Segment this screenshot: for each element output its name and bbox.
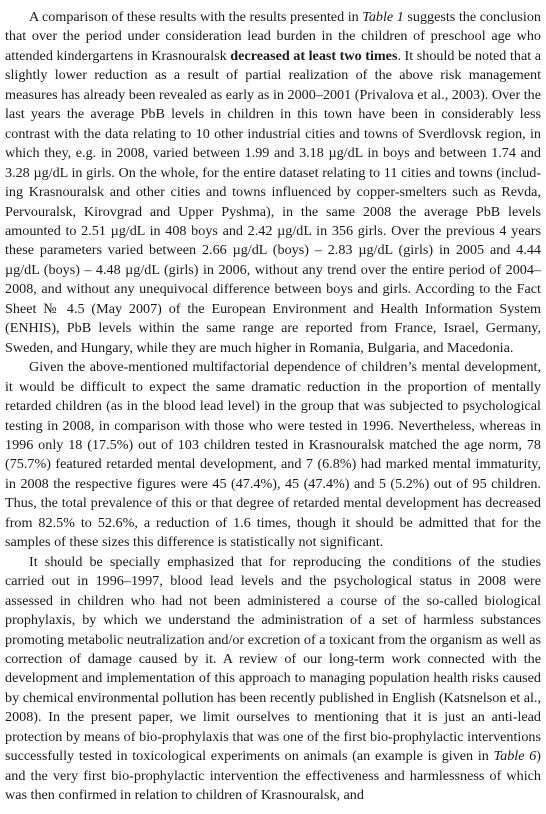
paragraph-text-segment: Given the above-mentioned multifactorial dependence of children’s mental development, it would be difficult to expect the same dramatic reduction in the proportion of mentally retarded children (as in the blood lead level) in the group that was subjected to psychological testing in 2008, in comparison with those who were tested in 1996. Nevertheless, whereas in 1996 only 18 (17.5%) out of 103 children tested in Krasnouralsk matched the age norm, 78 (75.7%) featured retarded mental development, and 7 (6.8%) had marked mental immaturity, in 2008 the respective figures were 45 (47.4%), 45 (47.4%) and 5 (5.2%) out of 95 children. Thus, the total prevalence of this or that degree of retarded mental development has decreased from 82.5% to 52.6%, a reduction of 1.6 times, though it should be admitted that for the samples of these sizes this difference is statistically not significant.	[5, 359, 541, 551]
paragraph-text-segment: A comparison of these results with the results presented in	[29, 9, 363, 25]
emphasized-finding: decreased at least two times	[230, 47, 398, 64]
paragraph-text-segment: It should be specially emphasized that for reproducing the conditions of the studies carried out in 1996–1997, blood lead levels and the psychological status in 2008 were assessed in children who had not been administered a course of the so-called biological prophylaxis, by which we understand the administration of a set of harmless substances promoting metabolic neutralization and/or excretion of a toxicant from the organism as well as correction of damage caused by it. A review of our long-term work connected with the development and implementation of this approach to managing population health risks caused by chemical environmental pollution has been recently published in English (Katsnelson et al., 2008). In the present paper, we limit ourselves to mentioning that it is just an anti-lead protection by means of bio-prophylaxis that was one of the first bio-prophylactic interventions successfully tested in toxicological experiments on animals (an example is given in	[5, 553, 541, 765]
paragraph-text-segment: ) and the very first bio-prophylactic intervention the effectiveness and harmlessness of which was then confirmed in relation to children of Krasnouralsk, and	[5, 748, 541, 804]
paragraph-text-segment: suggests the conclusion that over the period under consideration lead burden in the children of preschool age who attended kindergartens in Krasnouralsk	[5, 9, 541, 64]
table-reference: Table 6	[493, 748, 537, 765]
paragraph-text-segment: . It should be noted that a slightly lower reduction as a result of partial realization of the above risk management measures has already been revealed as early as in 2000–2001 (Privalova et al., 2003). Over the last years the average PbB levels in children in this town have been in considerably less contrast with the data relating to 10 other industrial cities and towns of Sverdlovsk region, in which they, e.g. in 2008, varied between 1.99 and 3.18 µg/dL in boys and between 1.74 and 3.28 µg/dL in girls. On the whole, for the entire dataset relating to 11 cities and towns (including Krasnouralsk and other cities and towns influenced by copper-smelters such as Revda, Pervouralsk, Kirovgrad and Upper Pyshma), in the same 2008 the average PbB levels amounted to 2.51 µg/dL in 408 boys and 2.42 µg/dL in 356 girls. Over the previous 4 years these parameters varied between 2.66 µg/dL (boys) – 2.83 µg/dL (girls) in 2005 and 4.44 µg/dL (boys) – 4.48 µg/dL (girls) in 2006, without any trend over the entire period of 2004–2008, and without any unequivocal difference between boys and girls. According to the Fact Sheet № 4.5 (May 2007) of the European Environment and Health Information System (ENHIS), PbB levels within the same range are reported from France, Israel, Germany, Sweden, and Hungary, while they are much higher in Romania, Bulgaria, and Macedonia.	[5, 47, 542, 356]
paragraph-mental-development	[5, 358, 541, 553]
paragraph-lead-comparison	[5, 8, 541, 358]
table-reference: Table 1	[362, 9, 404, 25]
paragraph-bio-prophylaxis	[5, 553, 541, 806]
